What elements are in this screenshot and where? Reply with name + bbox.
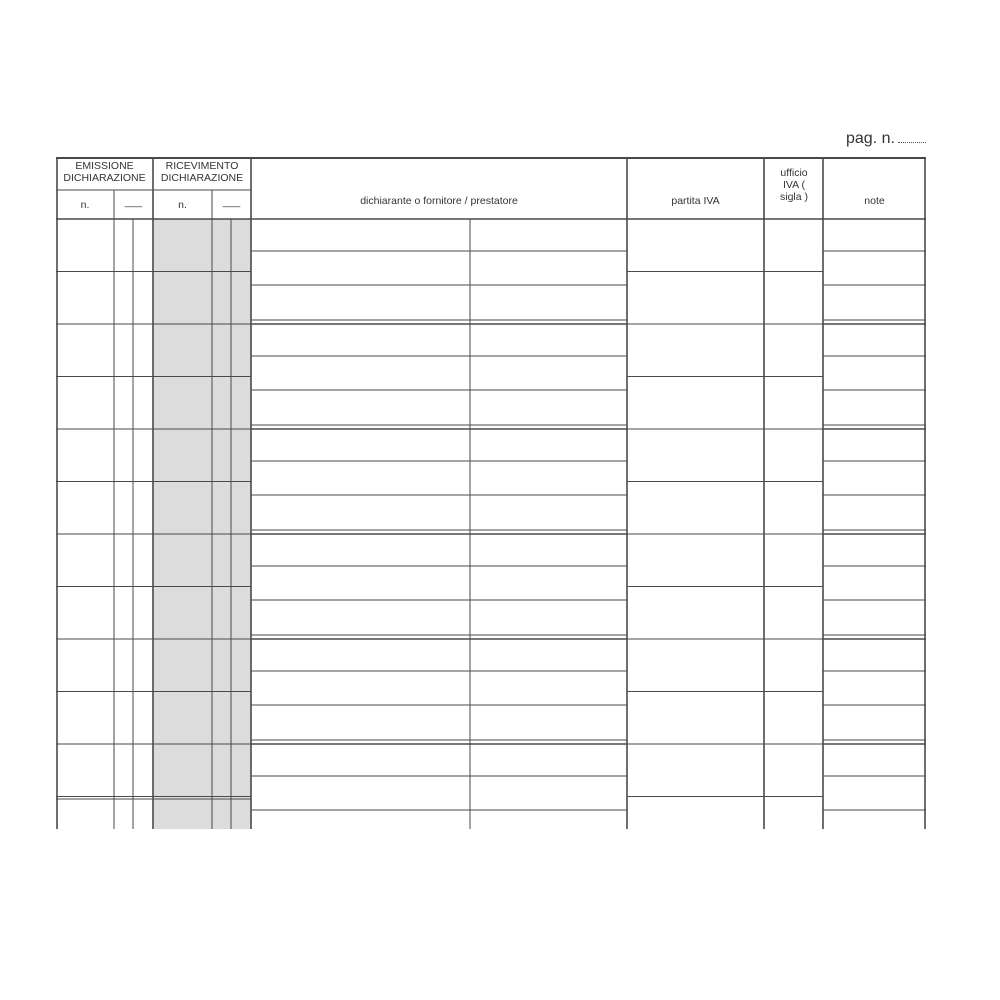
ricevimento-shading bbox=[153, 219, 251, 829]
header-emissione-date: ___ bbox=[124, 196, 143, 208]
page-number-blank[interactable] bbox=[898, 140, 926, 143]
header-ricevimento: RICEVIMENTO DICHIARAZIONE bbox=[160, 160, 244, 184]
page-number bbox=[846, 130, 926, 148]
header-emissione: EMISSIONE DICHIARAZIONE bbox=[63, 160, 146, 184]
header-ufficio-iva: ufficio IVA ( sigla ) bbox=[779, 167, 808, 203]
header-emissione-number: n. bbox=[80, 199, 90, 211]
header-ricevimento-date: ___ bbox=[222, 196, 241, 208]
header-note: note bbox=[864, 195, 885, 207]
register-grid bbox=[56, 157, 926, 829]
page-number-label: pag. n. bbox=[846, 130, 895, 147]
header-dichiarante: dichiarante o fornitore / prestatore bbox=[360, 195, 518, 207]
header-ricevimento-number: n. bbox=[178, 199, 187, 211]
header-partita-iva: partita IVA bbox=[671, 195, 720, 207]
register-table bbox=[56, 157, 926, 829]
